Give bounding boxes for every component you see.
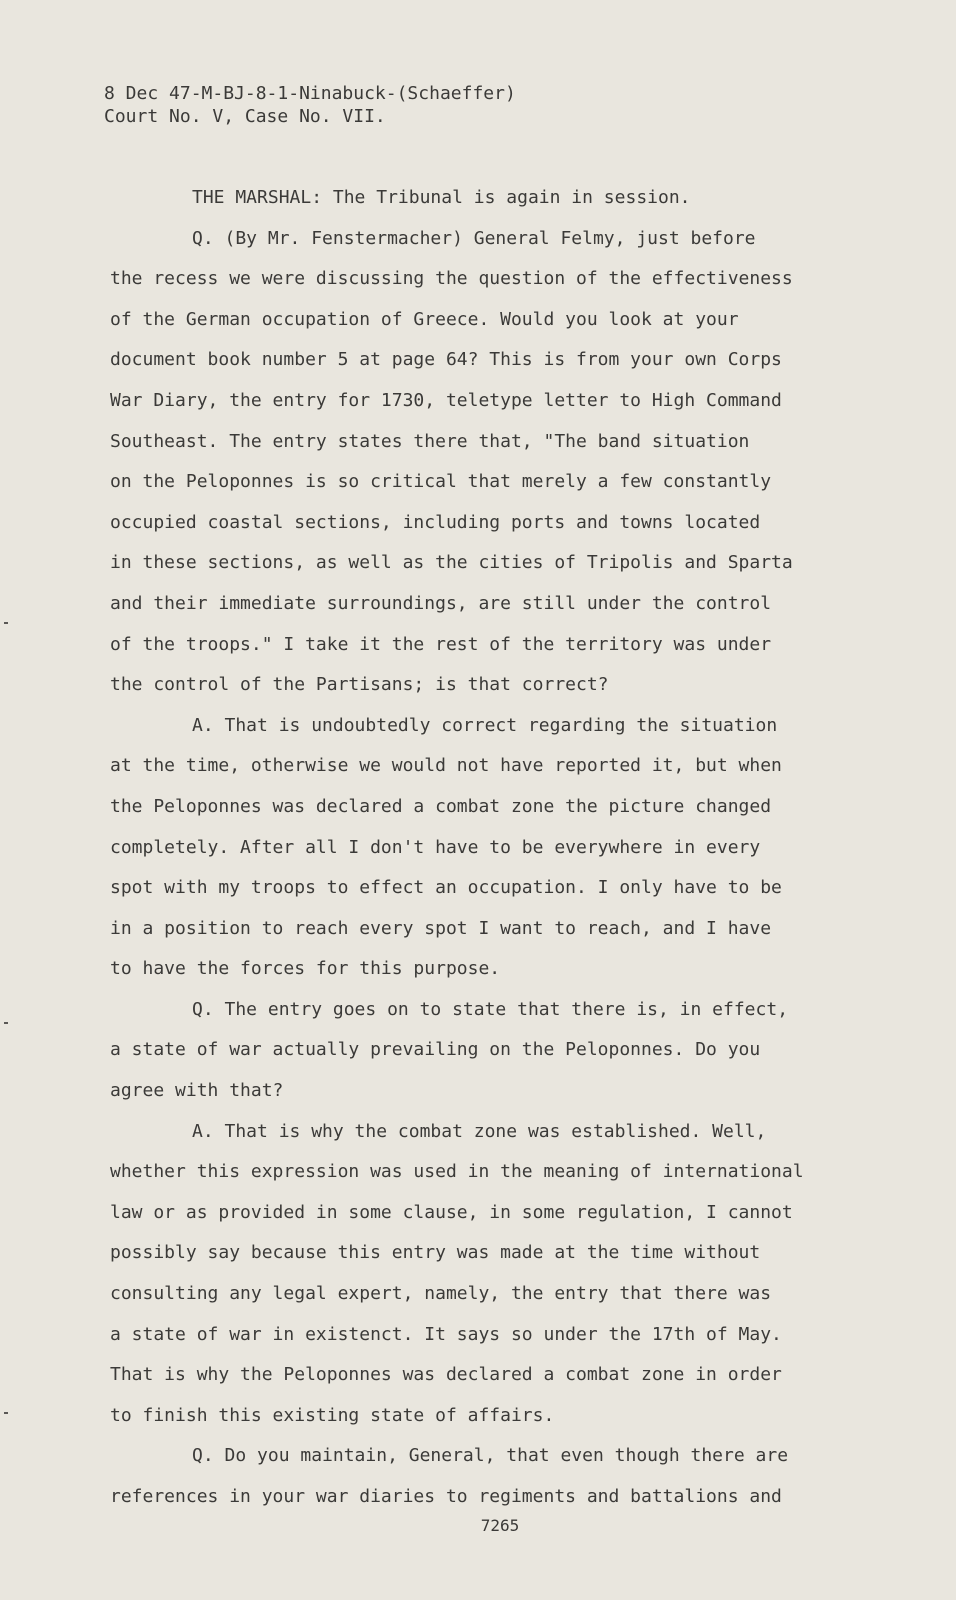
text-line: Q. The entry goes on to state that there is, in effect, — [192, 998, 789, 1020]
text-line: That is why the Peloponnes was declared a combat zone in order — [110, 1364, 782, 1386]
text-line: a state of war in existenct. It says so under the 17th of May. — [110, 1323, 782, 1345]
text-line: in a position to reach every spot I want to reach, and I have — [110, 917, 772, 939]
margin-tick — [4, 622, 8, 624]
text-line: possibly say because this entry was made at the time without — [110, 1242, 761, 1264]
text-line: A. That is why the combat zone was established. Well, — [192, 1120, 767, 1142]
document-header — [104, 82, 516, 128]
page-number: 7265 — [480, 1516, 520, 1535]
text-line: Q. Do you maintain, General, that even though there are — [192, 1445, 789, 1467]
text-line: completely. After all I don't have to be everywhere in every — [110, 836, 761, 858]
text-line: at the time, otherwise we would not have reported it, but when — [110, 755, 782, 777]
text-line: the recess we were discussing the question of the effectiveness — [110, 268, 793, 290]
transcript-body — [110, 178, 910, 1518]
text-line: War Diary, the entry for 1730, teletype letter to High Command — [110, 389, 782, 411]
text-line: in these sections, as well as the cities of Tripolis and Sparta — [110, 552, 793, 574]
text-line: consulting any legal expert, namely, the entry that there was — [110, 1283, 772, 1305]
text-line: whether this expression was used in the meaning of international — [110, 1161, 804, 1183]
text-line: occupied coastal sections, including ports and towns located — [110, 511, 761, 533]
text-line: and their immediate surroundings, are still under the control — [110, 592, 772, 614]
text-line: a state of war actually prevailing on the Peloponnes. Do you — [110, 1039, 761, 1061]
text-line: on the Peloponnes is so critical that merely a few constantly — [110, 471, 772, 493]
text-line: the Peloponnes was declared a combat zone the picture changed — [110, 795, 772, 817]
text-line: references in your war diaries to regiments and battalions and — [110, 1486, 782, 1507]
text-line: of the German occupation of Greece. Would you look at your — [110, 308, 739, 330]
text-line: of the troops." I take it the rest of the territory was under — [110, 633, 772, 655]
margin-tick — [4, 1412, 8, 1414]
text-line: A. That is undoubtedly correct regarding the situation — [192, 714, 778, 736]
text-line: law or as provided in some clause, in some regulation, I cannot — [110, 1201, 793, 1223]
text-line: Southeast. The entry states there that, "The band situation — [110, 430, 750, 452]
text-line: THE MARSHAL: The Tribunal is again in session. — [192, 187, 691, 208]
header-line-2: Court No. V, Case No. VII. — [104, 106, 386, 127]
text-line: agree with that? — [110, 1080, 284, 1102]
margin-tick — [4, 1022, 8, 1024]
text-line: to finish this existing state of affairs. — [110, 1404, 555, 1426]
text-line: to have the forces for this purpose. — [110, 958, 501, 980]
text-line: the control of the Partisans; is that correct? — [110, 674, 609, 696]
text-line: Q. (By Mr. Fenstermacher) General Felmy, just before — [192, 227, 756, 249]
text-line: spot with my troops to effect an occupation. I only have to be — [110, 877, 782, 899]
text-line: document book number 5 at page 64? This is from your own Corps — [110, 349, 782, 371]
header-line-1: 8 Dec 47-M-BJ-8-1-Ninabuck-(Schaeffer) — [104, 83, 516, 104]
